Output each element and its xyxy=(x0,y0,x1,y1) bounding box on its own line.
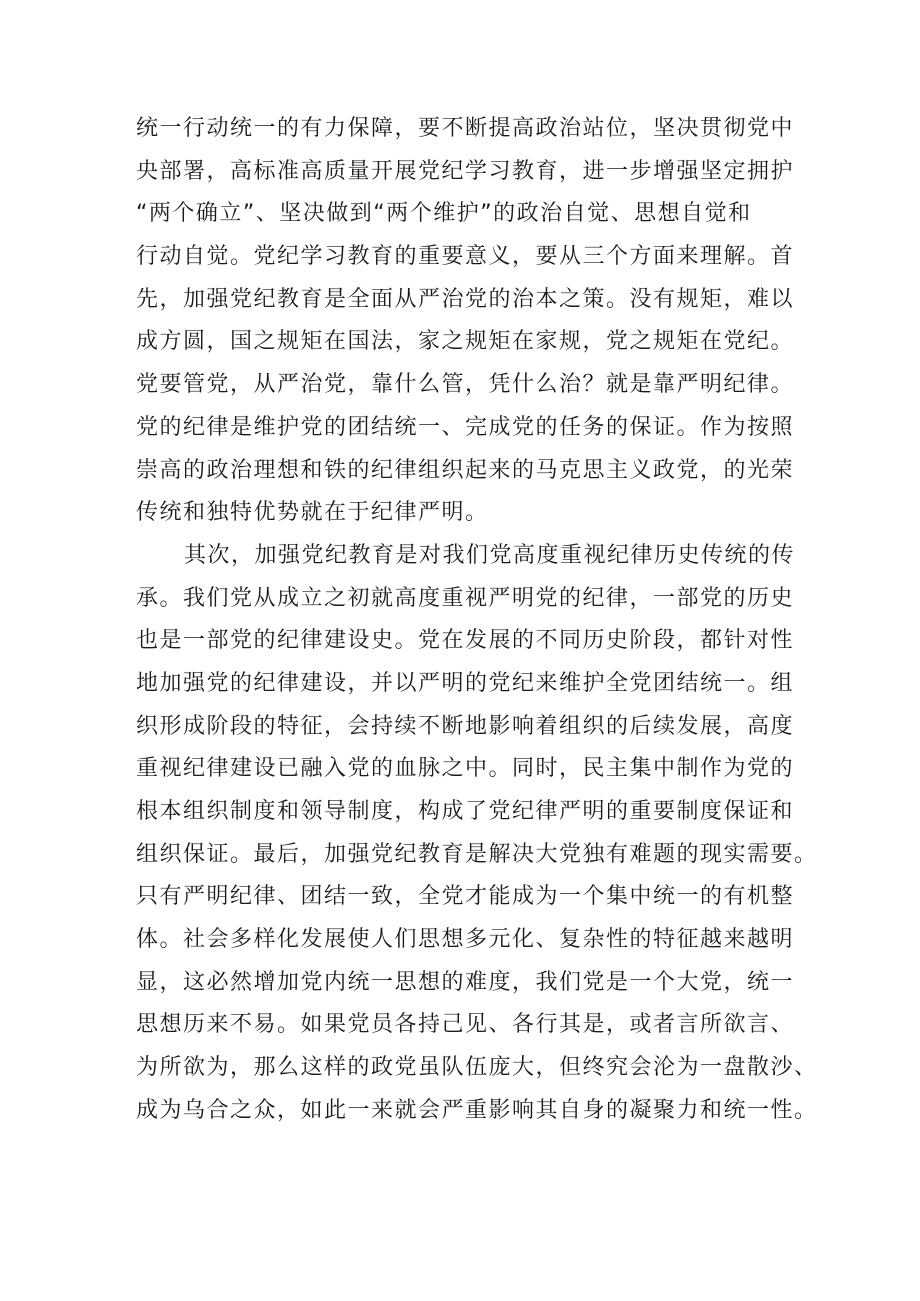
body-text xyxy=(136,108,816,1133)
text-line: 党的纪律是维护党的团结统一、完成党的任务的保证。作为按照 xyxy=(136,414,795,440)
paragraph-first-line: 其次，加强党纪教育是对我们党高度重视纪律历史传统的传 xyxy=(184,542,796,568)
text-line: 行动自觉。党纪学习教育的重要意义，要从三个方面来理解。首 xyxy=(136,244,795,270)
text-line: 思想历来不易。如果党员各持己见、各行其是，或者言所欲言、 xyxy=(136,1012,795,1038)
text-line: 成为乌合之众，如此一来就会严重影响其自身的凝聚力和统一性。 xyxy=(136,1097,818,1123)
text-line: 体。社会多样化发展使人们思想多元化、复杂性的特征越来越明 xyxy=(136,927,795,953)
text-line: 传统和独特优势就在于纪律严明。 xyxy=(136,500,489,526)
text-line: 崇高的政治理想和铁的纪律组织起来的马克思主义政党，的光荣 xyxy=(136,457,795,483)
text-line: 织形成阶段的特征，会持续不断地影响着组织的后续发展，高度 xyxy=(136,713,795,739)
text-line: 为所欲为，那么这样的政党虽队伍庞大，但终究会沦为一盘散沙、 xyxy=(136,1055,818,1081)
text-line: 承。我们党从成立之初就高度重视严明党的纪律，一部党的历史 xyxy=(136,585,795,611)
text-line: 显，这必然增加党内统一思想的难度，我们党是一个大党，统一 xyxy=(136,969,795,995)
text-line: 地加强党的纪律建设，并以严明的党纪来维护全党团结统一。组 xyxy=(136,670,795,696)
text-line: 党要管党，从严治党，靠什么管，凭什么治？就是靠严明纪律。 xyxy=(136,372,795,398)
text-line: 组织保证。最后，加强党纪教育是解决大党独有难题的现实需要。 xyxy=(136,841,818,867)
text-line: 统一行动统一的有力保障，要不断提高政治站位，坚决贯彻党中 xyxy=(136,116,795,141)
text-line: 先，加强党纪教育是全面从严治党的治本之策。没有规矩，难以 xyxy=(136,286,795,312)
text-line: 只有严明纪律、团结一致，全党才能成为一个集中统一的有机整 xyxy=(136,884,795,910)
text-line: 成方圆，国之规矩在国法，家之规矩在家规，党之规矩在党纪。 xyxy=(136,329,795,355)
text-line: 重视纪律建设已融入党的血脉之中。同时，民主集中制作为党的 xyxy=(136,756,795,782)
text-line: 根本组织制度和领导制度，构成了党纪律严明的重要制度保证和 xyxy=(136,799,795,824)
text-line: “两个确立”、坚决做到“两个维护”的政治自觉、思想自觉和 xyxy=(136,201,752,227)
text-line: 央部署，高标准高质量开展党纪学习教育，进一步增强坚定拥护 xyxy=(136,158,795,184)
text-line: 也是一部党的纪律建设史。党在发展的不同历史阶段，都针对性 xyxy=(136,628,795,654)
